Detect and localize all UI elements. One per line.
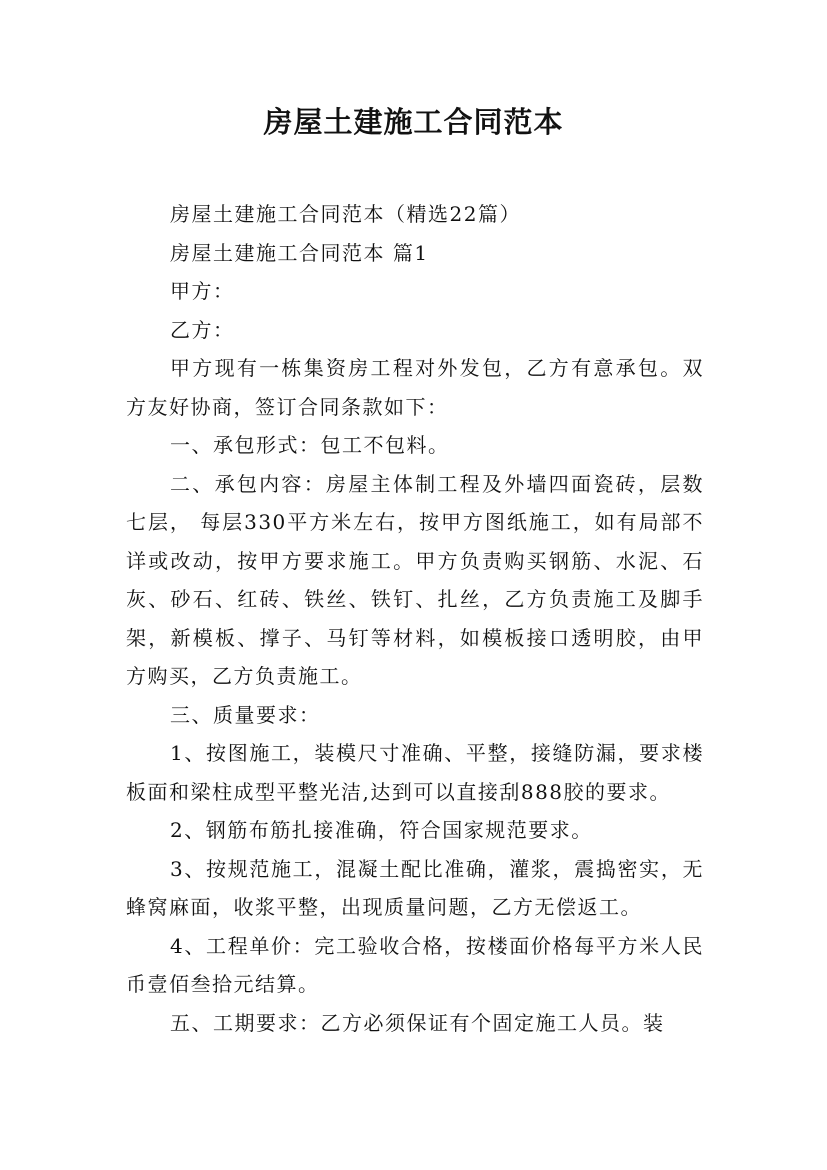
- intro-paragraph: 甲方现有一栋集资房工程对外发包，乙方有意承包。双方友好协商，签订合同条款如下：: [126, 356, 704, 419]
- clause-paragraph: 一、承包形式：包工不包料。: [170, 433, 450, 457]
- subtitle-paragraph: 房屋土建施工合同范本（精选22篇）: [170, 202, 521, 226]
- clause-paragraph: 1、按图施工，装模尺寸准确、平整，接缝防漏，要求楼板面和梁柱成型平整光洁,达到可以直接刮888胶的要求。: [126, 741, 704, 804]
- clause-paragraph: 2、钢筋布筋扎接准确，符合国家规范要求。: [170, 818, 593, 842]
- document-body: [126, 195, 704, 1042]
- party-b-label: 乙方：: [170, 317, 235, 342]
- section-heading: 房屋土建施工合同范本 篇1: [170, 240, 429, 265]
- clause-paragraph: 三、质量要求：: [170, 702, 321, 727]
- clause-paragraph: 3、按规范施工，混凝土配比准确，灌浆，震捣密实，无蜂窝麻面，收浆平整，出现质量问题，乙方无偿返工。: [126, 856, 704, 919]
- document-title: 房屋土建施工合同范本: [263, 105, 564, 139]
- clause-paragraph: 4、工程单价：完工验收合格，按楼面价格每平方米人民币壹佰叁拾元结算。: [126, 933, 704, 996]
- clause-paragraph: 五、工期要求：乙方必须保证有个固定施工人员。装: [170, 1010, 665, 1035]
- party-a-label: 甲方：: [170, 279, 235, 303]
- clause-paragraph: 二、承包内容：房屋主体制工程及外墙四面瓷砖，层数七层， 每层330平方米左右，按甲方图纸施工，如有局部不详或改动，按甲方要求施工。甲方负责购买钢筋、水泥、石灰、砂石、红砖、铁丝、铁钉、扎丝，乙方负责施工及脚手架，新模板、撑子、马钉等材料，如模板接口透明胶，由甲方购买，乙方负责施工。: [126, 471, 704, 688]
